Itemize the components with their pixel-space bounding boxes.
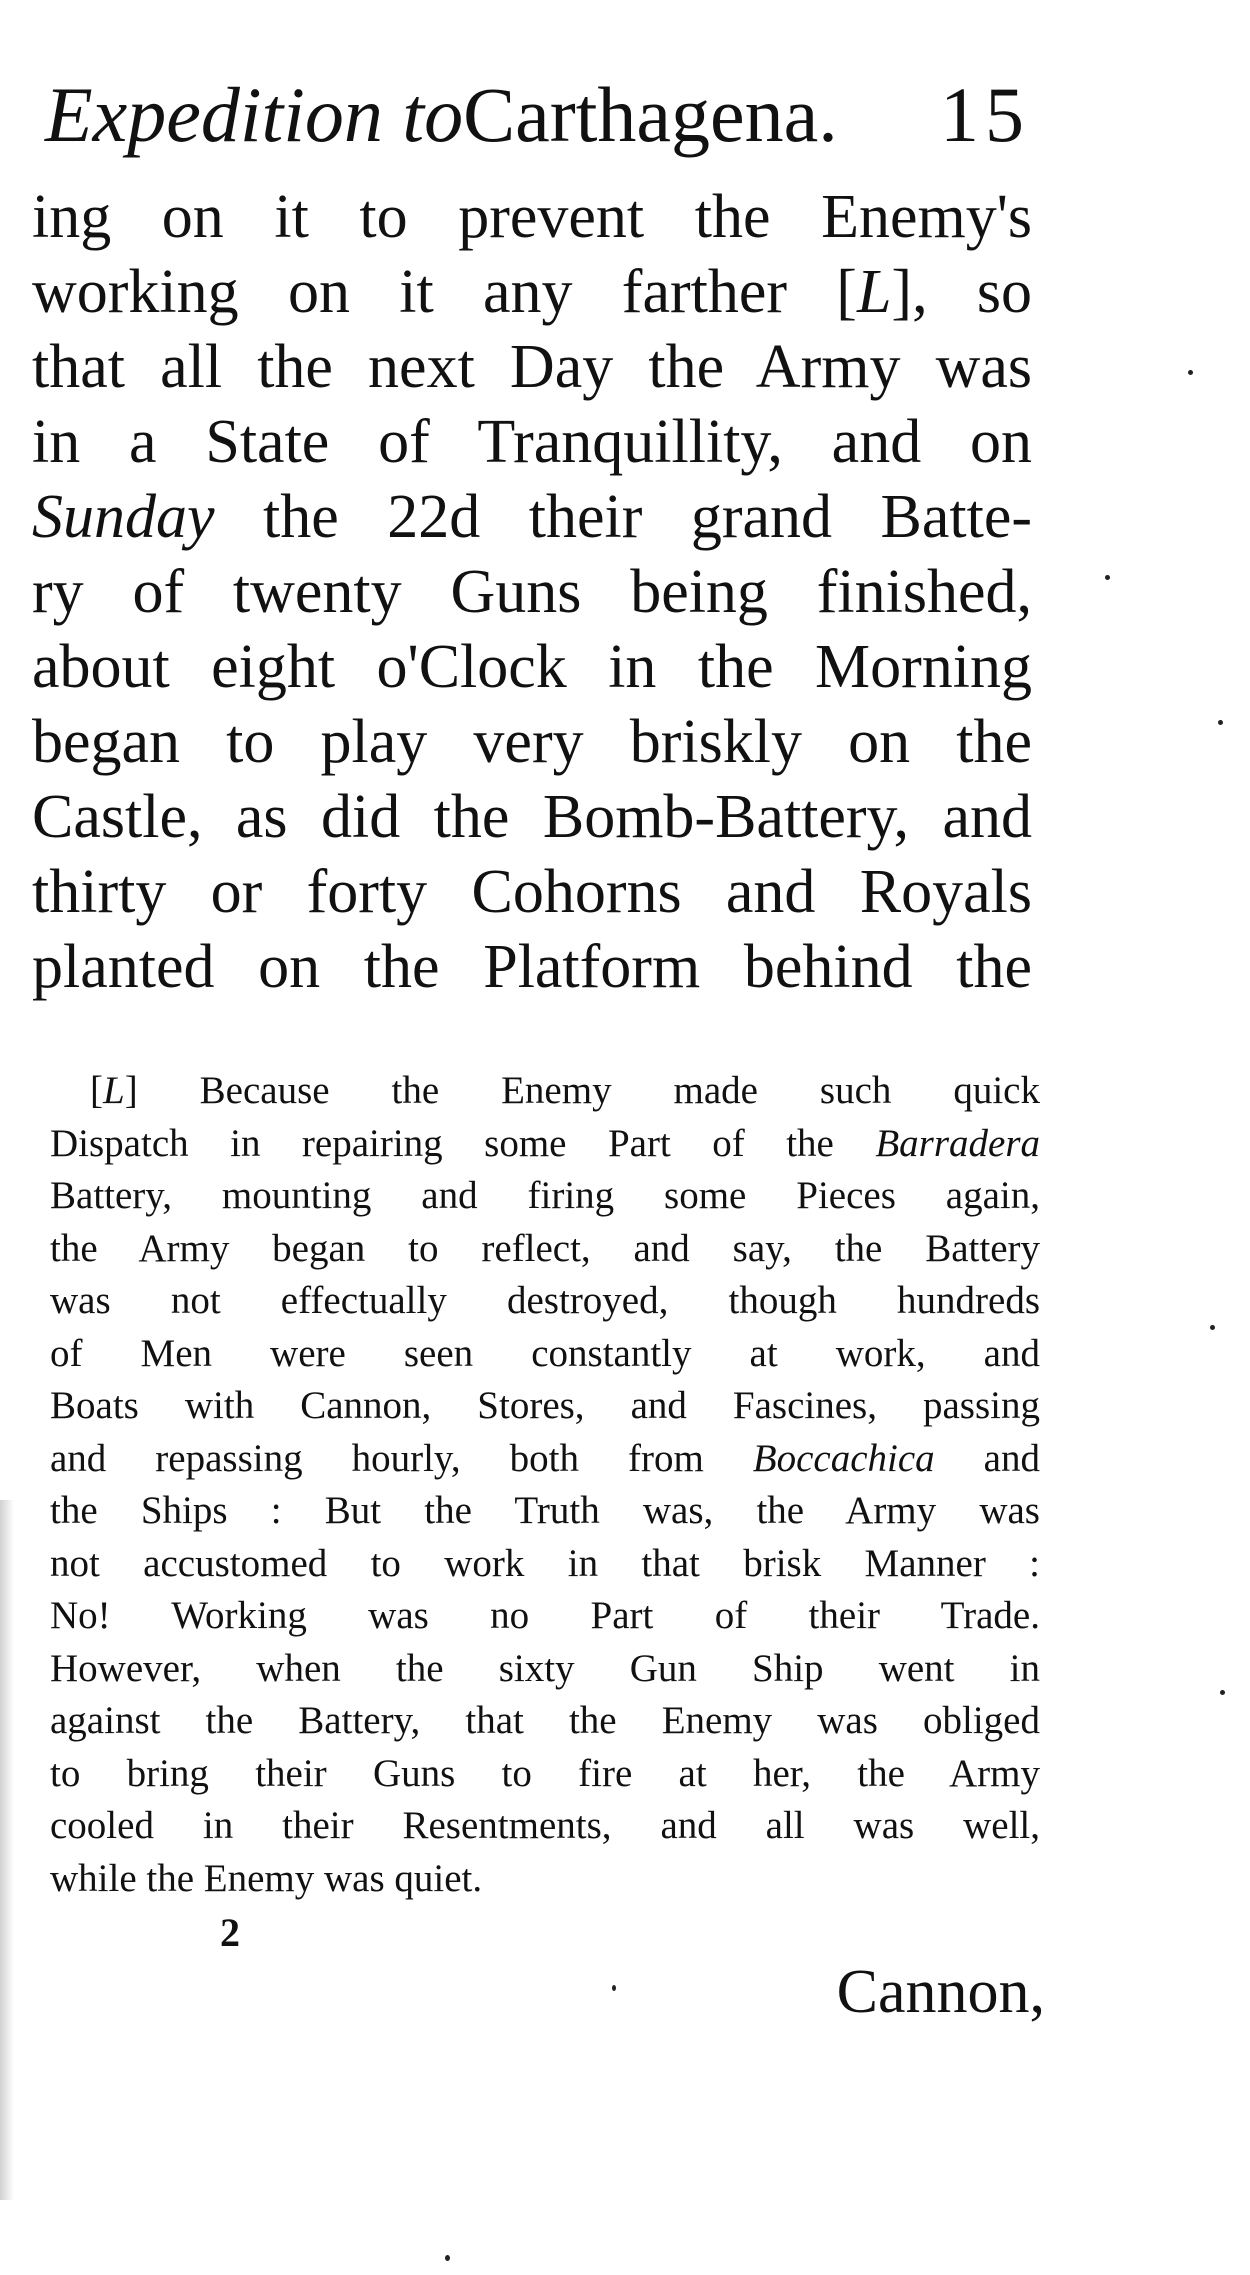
- text-line: Castle, as did the Bomb-Battery, and: [32, 783, 1032, 851]
- footnote-line: and repassing hourly, both from Boccachica and: [50, 1436, 1040, 1480]
- text-line: planted on the Platform behind the: [32, 933, 1032, 1001]
- running-header: [45, 60, 1030, 170]
- footnote-line: No! Working was no Part of their Trade.: [50, 1594, 1040, 1637]
- running-title-italic: Expedition to: [45, 71, 464, 158]
- text-line: that all the next Day the Army was: [32, 333, 1032, 401]
- footnote-line: of Men were seen constantly at work, and: [50, 1331, 1040, 1375]
- text-line: ing on it to prevent the Enemy's: [32, 183, 1032, 251]
- text-line: thirty or forty Cohorns and Royals: [32, 858, 1032, 926]
- text-line: Sunday the 22d their grand Batte-: [32, 483, 1032, 551]
- text-line: began to play very briskly on the: [32, 708, 1032, 776]
- page-number: 15: [940, 71, 1030, 158]
- footnote-line: was not effectually destroyed, though hundreds: [50, 1279, 1040, 1322]
- footnote-line: Battery, mounting and firing some Pieces again,: [50, 1174, 1040, 1217]
- footnote-line: [L] Because the Enemy made such quick: [90, 1069, 1040, 1112]
- ink-speck: [612, 1985, 616, 1991]
- ink-speck: [1218, 720, 1223, 725]
- text-line: working on it any farther [L], so: [32, 258, 1032, 326]
- footnote-line: to bring their Guns to fire at her, the Army: [50, 1751, 1040, 1795]
- text-line: about eight o'Clock in the Morning: [32, 633, 1032, 701]
- ink-speck: [1188, 370, 1193, 375]
- catchword: Cannon,: [836, 1958, 1045, 2026]
- main-text: [32, 180, 1032, 1005]
- running-title-roman: Carthagena.: [463, 71, 838, 158]
- text-line: in a State of Tranquillity, and on: [32, 408, 1032, 476]
- footnote-line: cooled in their Resentments, and all was well,: [50, 1804, 1040, 1847]
- running-title: [45, 60, 838, 170]
- footnote-line: while the Enemy was quiet.: [50, 1856, 483, 1900]
- footnote-line: However, when the sixty Gun Ship went in: [50, 1646, 1040, 1690]
- ink-speck: [1220, 1690, 1225, 1695]
- page-edge-shadow: [0, 1500, 14, 2200]
- footnote-line: Boats with Cannon, Stores, and Fascines, passing: [50, 1384, 1040, 1427]
- footnote: [50, 1065, 1040, 1905]
- signature-mark: 2: [220, 1910, 240, 1955]
- footnote-line: the Ships : But the Truth was, the Army was: [50, 1489, 1040, 1532]
- footnote-line: not accustomed to work in that brisk Manner :: [50, 1541, 1040, 1585]
- ink-speck: [1105, 575, 1110, 580]
- footnote-line: the Army began to reflect, and say, the Battery: [50, 1226, 1040, 1270]
- text-line: ry of twenty Guns being finished,: [32, 558, 1032, 626]
- footnote-line: against the Battery, that the Enemy was obliged: [50, 1699, 1040, 1742]
- ink-speck: [445, 2255, 450, 2261]
- ink-speck: [1210, 1325, 1215, 1330]
- footnote-line: Dispatch in repairing some Part of the Barradera: [50, 1121, 1040, 1165]
